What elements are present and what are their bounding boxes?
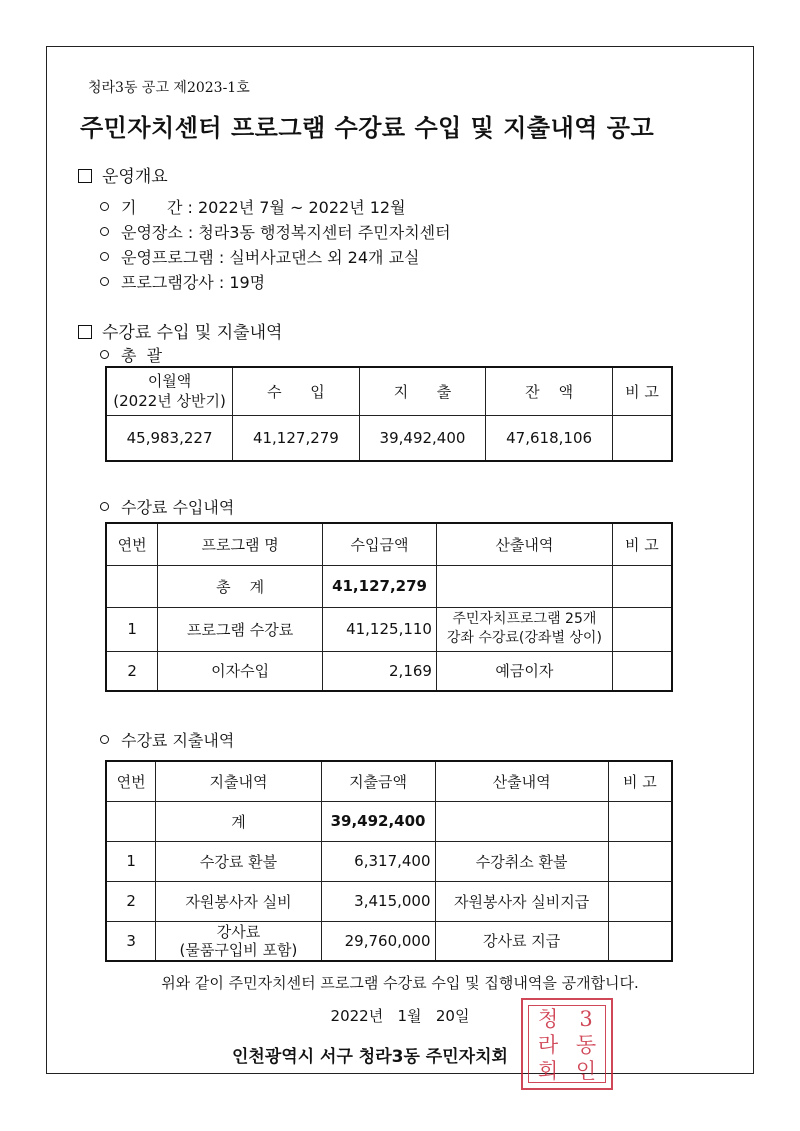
row-basis: 예금이자 <box>436 651 612 691</box>
row-amount: 2,169 <box>323 651 437 691</box>
table-row <box>106 881 672 921</box>
total-amount: 41,127,279 <box>323 565 437 607</box>
table-row <box>106 651 672 691</box>
expense-header-row <box>106 761 672 801</box>
seal-char: 청 <box>537 1007 559 1031</box>
row-basis: 수강취소 환불 <box>435 841 608 881</box>
row-amount: 6,317,400 <box>321 841 435 881</box>
summary-table <box>105 366 673 462</box>
carry-value: 45,983,227 <box>106 415 233 461</box>
empty-cell <box>106 565 158 607</box>
overview-period: 기 간 : 2022년 7월 ~ 2022년 12월 <box>100 195 406 218</box>
basis-header: 산출내역 <box>435 761 608 801</box>
circle-bullet-icon <box>100 277 109 286</box>
empty-cell <box>608 801 672 841</box>
basis-header: 산출내역 <box>436 523 612 565</box>
income-heading: 수강료 수입내역 <box>100 495 234 518</box>
document-title: 주민자치센터 프로그램 수강료 수입 및 지출내역 공고 <box>80 114 655 142</box>
row-no: 3 <box>106 921 156 961</box>
signer-name: 인천광역시 서구 청라3동 주민자치회 <box>232 1047 508 1067</box>
circle-bullet-icon <box>100 735 109 744</box>
row-basis: 주민자치프로그램 25개 강좌 수강료(강좌별 상이) <box>436 607 612 651</box>
row-amount: 3,415,000 <box>321 881 435 921</box>
row-basis: 자원봉사자 실비지급 <box>435 881 608 921</box>
row-note <box>608 881 672 921</box>
note-header: 비 고 <box>608 761 672 801</box>
row-name: 수강료 환불 <box>156 841 321 881</box>
program-name-header: 프로그램 명 <box>158 523 323 565</box>
circle-bullet-icon <box>100 227 109 236</box>
row-no: 2 <box>106 881 156 921</box>
total-label: 계 <box>156 801 321 841</box>
table-row <box>106 607 672 651</box>
summary-heading: 총 괄 <box>100 343 162 366</box>
no-header: 연번 <box>106 523 158 565</box>
circle-bullet-icon <box>100 252 109 261</box>
empty-cell <box>435 801 608 841</box>
checkbox-square-icon <box>78 325 92 339</box>
income-table <box>105 522 673 692</box>
table-row <box>106 921 672 961</box>
notice-date: 2022년 1월 20일 <box>330 1007 470 1025</box>
expense-header: 지 출 <box>359 367 486 415</box>
summary-data-row <box>106 415 672 461</box>
row-note <box>608 921 672 961</box>
row-no: 2 <box>106 651 158 691</box>
overview-heading: 운영개요 <box>78 162 168 187</box>
row-no: 1 <box>106 607 158 651</box>
empty-cell <box>612 565 672 607</box>
empty-cell <box>436 565 612 607</box>
summary-header-row <box>106 367 672 415</box>
circle-bullet-icon <box>100 350 109 359</box>
carry-header: 이월액 (2022년 상반기) <box>106 367 233 415</box>
closing-statement: 위와 같이 주민자치센터 프로그램 수강료 수입 및 집행내역을 공개합니다. <box>161 974 639 992</box>
official-seal-icon <box>521 998 613 1090</box>
notice-number: 청라3동 공고 제2023-1호 <box>88 80 250 96</box>
row-amount: 41,125,110 <box>323 607 437 651</box>
row-note <box>608 841 672 881</box>
expense-name-header: 지출내역 <box>156 761 321 801</box>
seal-char: 회 <box>537 1059 559 1083</box>
row-note <box>612 651 672 691</box>
no-header: 연번 <box>106 761 156 801</box>
balance-header: 잔 액 <box>486 367 613 415</box>
seal-char: 라 <box>537 1033 559 1057</box>
row-amount: 29,760,000 <box>321 921 435 961</box>
income-header-row <box>106 523 672 565</box>
circle-bullet-icon <box>100 502 109 511</box>
finance-heading: 수강료 수입 및 지출내역 <box>78 318 282 343</box>
row-name: 이자수입 <box>158 651 323 691</box>
income-header: 수 입 <box>233 367 360 415</box>
empty-cell <box>106 801 156 841</box>
row-basis: 강사료 지급 <box>435 921 608 961</box>
circle-bullet-icon <box>100 202 109 211</box>
overview-location: 운영장소 : 청라3동 행정복지센터 주민자치센터 <box>100 220 451 243</box>
note-value <box>612 415 672 461</box>
expense-total-row <box>106 801 672 841</box>
total-label: 총 계 <box>158 565 323 607</box>
row-name: 자원봉사자 실비 <box>156 881 321 921</box>
total-amount: 39,492,400 <box>321 801 435 841</box>
seal-char: 3 <box>579 1007 593 1031</box>
seal-char: 인 <box>575 1059 597 1083</box>
seal-characters <box>528 1005 606 1083</box>
expense-table <box>105 760 673 962</box>
expense-heading: 수강료 지출내역 <box>100 728 234 751</box>
row-name: 강사료 (물품구입비 포함) <box>156 921 321 961</box>
expense-amount-header: 지출금액 <box>321 761 435 801</box>
overview-instructors: 프로그램강사 : 19명 <box>100 270 265 293</box>
seal-char: 동 <box>575 1033 597 1057</box>
income-amount-header: 수입금액 <box>323 523 437 565</box>
overview-programs: 운영프로그램 : 실버사교댄스 외 24개 교실 <box>100 245 420 268</box>
expense-value: 39,492,400 <box>359 415 486 461</box>
income-value: 41,127,279 <box>233 415 360 461</box>
table-row <box>106 841 672 881</box>
checkbox-square-icon <box>78 169 92 183</box>
income-total-row <box>106 565 672 607</box>
row-name: 프로그램 수강료 <box>158 607 323 651</box>
row-no: 1 <box>106 841 156 881</box>
note-header: 비 고 <box>612 523 672 565</box>
note-header: 비 고 <box>612 367 672 415</box>
balance-value: 47,618,106 <box>486 415 613 461</box>
row-note <box>612 607 672 651</box>
